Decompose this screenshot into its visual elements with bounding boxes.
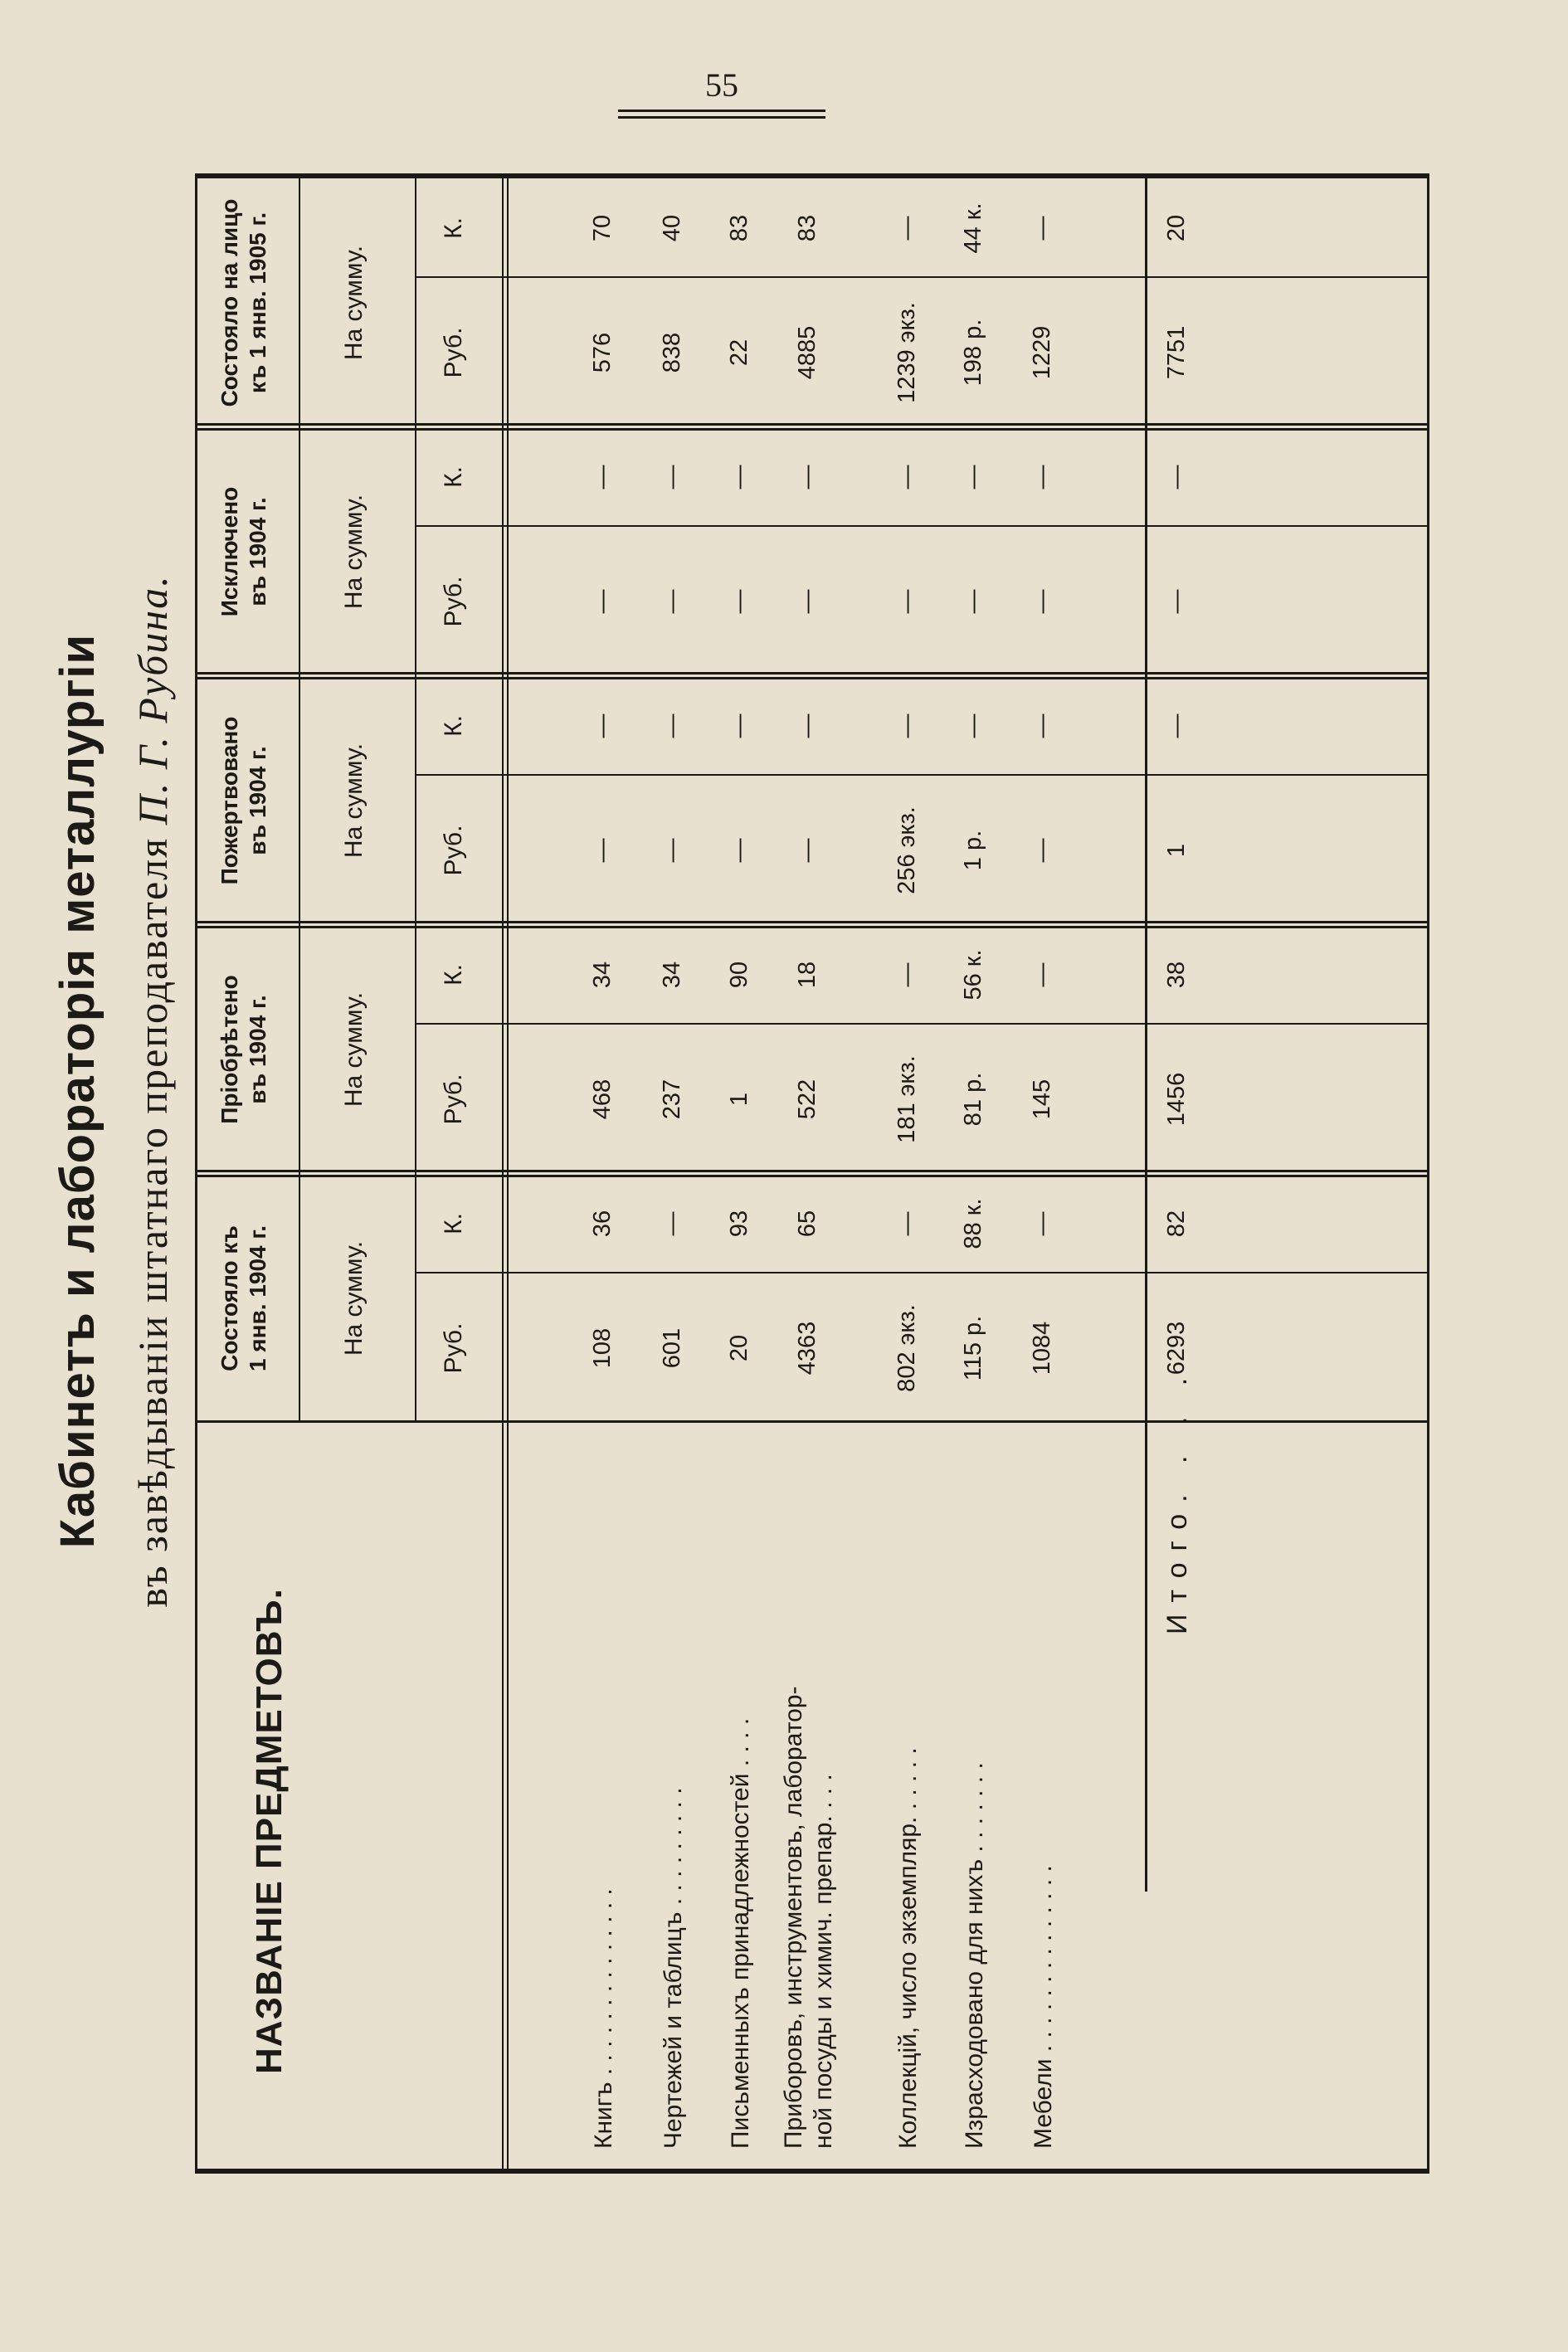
- group-header-rule: [299, 178, 300, 1423]
- total-cell: 6293: [1163, 1321, 1190, 1376]
- table-cell: —: [894, 589, 920, 614]
- table-cell: 36: [589, 1210, 616, 1238]
- table-cell: —: [1029, 1211, 1055, 1236]
- kop-header: К.: [440, 964, 467, 986]
- sum-header: На сумму.: [340, 494, 368, 610]
- table-cell: —: [659, 589, 685, 614]
- table-cell: —: [894, 713, 920, 738]
- name-header-rule: [502, 178, 504, 2174]
- kop-header: К.: [440, 466, 467, 488]
- table-cell: —: [1029, 216, 1055, 241]
- total-cell: 1: [1163, 843, 1190, 858]
- total-rule: [1145, 178, 1147, 1892]
- kop-header: К.: [440, 1213, 467, 1234]
- table-cell: 256 экз.: [894, 806, 920, 894]
- table-cell: —: [894, 216, 920, 241]
- table-cell: 198 р.: [960, 319, 986, 387]
- table-cell: 108: [589, 1327, 616, 1369]
- row-label-line: ной посуды и химич. препар. . . .: [810, 1774, 837, 2149]
- table-cell: 838: [659, 332, 685, 373]
- total-cell: —: [1163, 589, 1190, 614]
- subtitle-prefix: въ завѣдываніи штатнаго преподавателя: [129, 836, 176, 1608]
- table-cell: 468: [589, 1079, 616, 1120]
- table-cell: 83: [726, 214, 752, 242]
- table-cell: —: [589, 465, 616, 489]
- table-cell: —: [894, 465, 920, 489]
- table-cell: 1: [726, 1092, 752, 1107]
- group-header-line: Пожертвовано: [217, 716, 242, 885]
- table-cell: —: [1029, 465, 1055, 489]
- row-label: [659, 1787, 689, 2149]
- total-cell: 1456: [1163, 1072, 1190, 1127]
- rub-header: Руб.: [440, 825, 467, 876]
- total-cell: —: [1163, 465, 1190, 489]
- table-cell: —: [659, 465, 685, 489]
- row-label-line: Израсходовано для нихъ . . . . . . .: [961, 1762, 988, 2149]
- table-cell: —: [794, 589, 821, 614]
- row-label-line: Книгъ . . . . . . . . . . . . . .: [590, 1888, 617, 2149]
- row-label-line: Письменныхъ принадлежностей . . . .: [727, 1717, 754, 2149]
- row-label: [779, 1686, 839, 2149]
- group-header-line: къ 1 янв. 1905 г.: [245, 212, 270, 394]
- header-double-rule: [507, 178, 509, 2174]
- rub-header: Руб.: [440, 576, 467, 627]
- group-header: [216, 925, 272, 1174]
- row-label-line: Приборовъ, инструментовъ, лаборатор-: [780, 1686, 807, 2149]
- table-cell: 70: [589, 214, 616, 242]
- frame-top-rule: [195, 173, 197, 2174]
- rub-header: Руб.: [440, 1322, 467, 1374]
- table-cell: —: [960, 713, 986, 738]
- sum-header: На сумму.: [340, 1240, 368, 1356]
- total-label: Итого. . . .: [1161, 1366, 1193, 1634]
- group-header: [216, 676, 272, 925]
- group-header-line: 1 янв. 1904 г.: [245, 1225, 270, 1372]
- sum-header: На сумму.: [340, 991, 368, 1108]
- group-header: [216, 427, 272, 676]
- table-cell: 18: [794, 961, 821, 989]
- table-cell: —: [659, 713, 685, 738]
- group-header-line: Исключено: [217, 486, 242, 617]
- table-cell: —: [1029, 713, 1055, 738]
- row-label-line: Чертежей и таблицъ . . . . . . . . .: [660, 1787, 687, 2149]
- table-cell: 83: [794, 214, 821, 242]
- table-cell: 522: [794, 1079, 821, 1120]
- table-cell: 576: [589, 332, 616, 373]
- rub-header: Руб.: [440, 1074, 467, 1125]
- page-title: Кабинетъ и лабораторія металлургіи: [51, 633, 105, 1549]
- table-cell: 4885: [794, 325, 821, 380]
- row-label: [726, 1718, 756, 2149]
- frame-left-rule: [195, 2169, 1427, 2174]
- name-column-header: НАЗВАНІЕ ПРЕДМЕТОВЪ.: [249, 1588, 290, 2074]
- table-cell: 4363: [794, 1321, 821, 1376]
- row-label: [894, 1747, 923, 2149]
- table-cell: —: [960, 465, 986, 489]
- rub-kop-divider-rule: [415, 276, 1427, 278]
- table-cell: 802 экз.: [894, 1304, 920, 1392]
- table-cell: —: [794, 838, 821, 863]
- total-cell: 38: [1163, 961, 1190, 989]
- total-cell: 82: [1163, 1210, 1190, 1238]
- total-cell: —: [1163, 713, 1190, 738]
- group-header-line: въ 1904 г.: [245, 497, 270, 606]
- table-cell: 181 экз.: [894, 1055, 920, 1143]
- rub-kop-divider-rule: [415, 1023, 1427, 1025]
- table-cell: —: [960, 589, 986, 614]
- total-cell: 7751: [1163, 325, 1190, 380]
- table-cell: —: [589, 838, 616, 863]
- page-number-text: 55: [705, 66, 738, 104]
- rub-header: Руб.: [440, 327, 467, 378]
- page-subtitle: [129, 178, 177, 2004]
- frame-bottom-rule: [1427, 173, 1429, 2174]
- table-cell: 56 к.: [960, 949, 986, 1001]
- table-cell: —: [589, 589, 616, 614]
- row-label: [589, 1888, 619, 2149]
- table-cell: —: [726, 713, 752, 738]
- table-cell: —: [659, 838, 685, 863]
- group-header-line: въ 1904 г.: [245, 995, 270, 1104]
- table-cell: 34: [589, 961, 616, 989]
- table-cell: —: [726, 465, 752, 489]
- sum-header: На сумму.: [340, 743, 368, 859]
- table-cell: —: [589, 713, 616, 738]
- total-cell: 20: [1163, 214, 1190, 242]
- table-cell: —: [894, 962, 920, 987]
- table-cell: 145: [1029, 1079, 1055, 1120]
- table-cell: —: [1029, 589, 1055, 614]
- group-header: [216, 178, 272, 427]
- sum-header: На сумму.: [340, 245, 368, 361]
- group-header-line: въ 1904 г.: [245, 746, 270, 855]
- table-cell: —: [726, 838, 752, 863]
- row-label-line: Коллекцій, число экземпляр. . . . . .: [894, 1747, 922, 2149]
- table-cell: 22: [726, 338, 752, 367]
- group-header-line: Состояло на лицо: [217, 198, 242, 407]
- table-cell: 44 к.: [960, 202, 986, 254]
- rub-kop-divider-rule: [415, 525, 1427, 527]
- kop-header: К.: [440, 715, 467, 737]
- table-cell: —: [726, 589, 752, 614]
- table-cell: —: [1029, 962, 1055, 987]
- table-cell: 65: [794, 1210, 821, 1238]
- group-header-line: Пріобрѣтено: [217, 975, 242, 1124]
- table-cell: —: [794, 713, 821, 738]
- subtitle-name: П. Г. Рубина.: [129, 574, 176, 825]
- kop-header: К.: [440, 217, 467, 239]
- table-cell: 34: [659, 961, 685, 989]
- table-cell: —: [794, 465, 821, 489]
- table-cell: 81 р.: [960, 1072, 986, 1127]
- table-cell: —: [1029, 838, 1055, 863]
- table-cell: 1 р.: [960, 830, 986, 871]
- row-label-line: Мебели . . . . . . . . . . . . . .: [1030, 1865, 1057, 2149]
- table-cell: 601: [659, 1327, 685, 1369]
- row-label: [960, 1762, 990, 2149]
- table-cell: 115 р.: [960, 1315, 986, 1381]
- sum-header-rule: [415, 178, 416, 1423]
- table-cell: 1229: [1029, 325, 1055, 380]
- row-label: [1029, 1865, 1059, 2149]
- table-cell: 237: [659, 1079, 685, 1120]
- table-cell: 20: [726, 1334, 752, 1362]
- table-cell: —: [894, 1211, 920, 1236]
- group-header-line: Состояло къ: [217, 1225, 242, 1371]
- rub-kop-divider-rule: [415, 1272, 1427, 1273]
- rub-kop-divider-rule: [415, 774, 1427, 776]
- table-cell: 1239 экз.: [894, 302, 920, 403]
- table-cell: —: [659, 1211, 685, 1236]
- table-cell: 93: [726, 1210, 752, 1238]
- table-cell: 1084: [1029, 1321, 1055, 1376]
- group-header: [216, 1174, 272, 1423]
- table-cell: 88 к.: [960, 1198, 986, 1249]
- table-cell: 40: [659, 214, 685, 242]
- table-cell: 90: [726, 961, 752, 989]
